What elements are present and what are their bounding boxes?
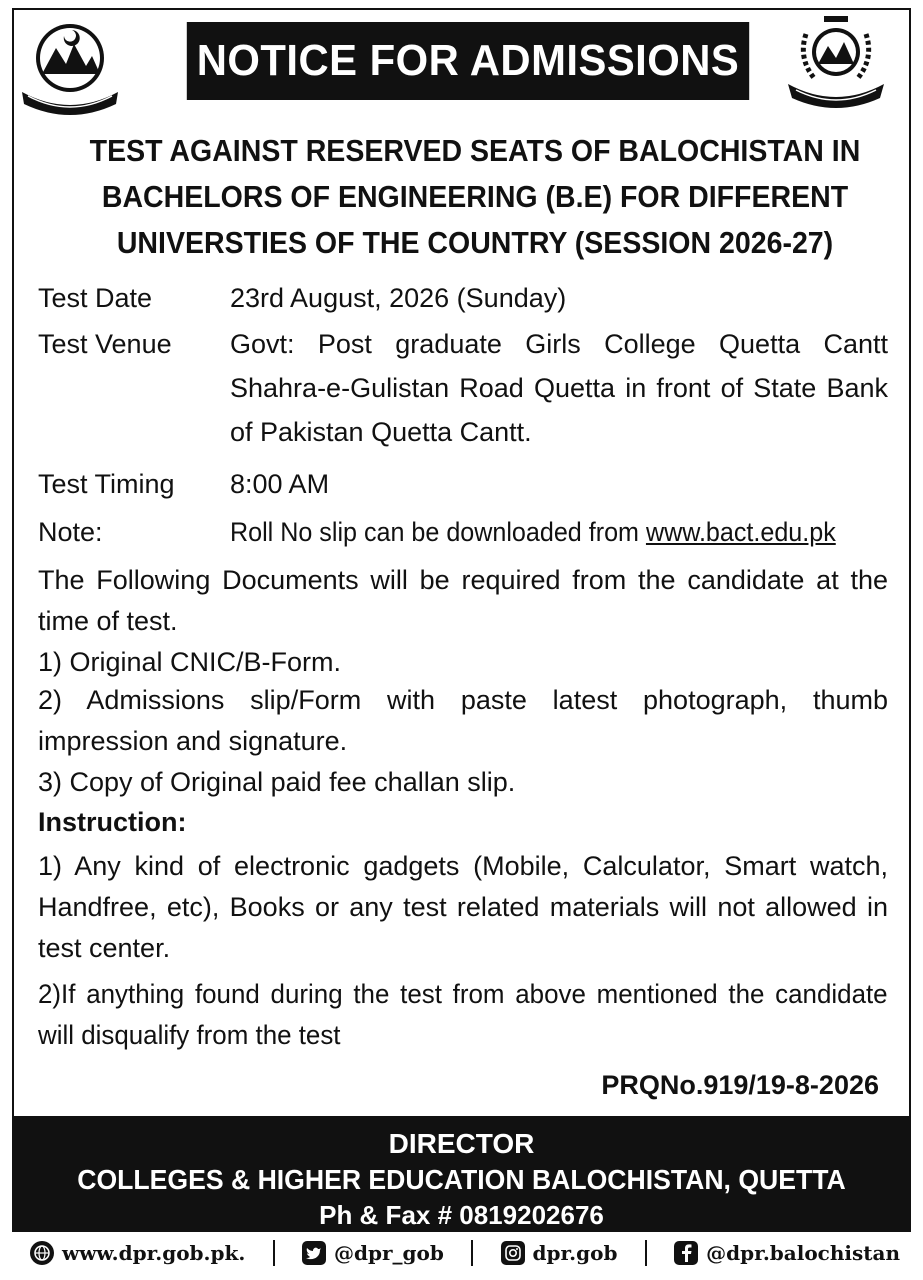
notice-subheading xyxy=(75,128,875,266)
test-venue-line-2: Shahra-e-Gulistan Road Quetta in front of State Bank xyxy=(230,373,888,403)
separator xyxy=(471,1240,473,1266)
note-text: Roll No slip can be downloaded from xyxy=(230,517,646,547)
instruction-item-1: 1) Any kind of electronic gadgets (Mobile, Calculator, Smart watch, Handfree, etc), Books or any test related materials will not allowed in test center. xyxy=(38,851,888,963)
test-timing-label: Test Timing xyxy=(38,469,175,499)
facebook-handle: @dpr.balochistan xyxy=(706,1241,900,1265)
social-bar xyxy=(30,1234,900,1272)
documents-intro: The Following Documents will be required from the candidate at the time of test. xyxy=(38,565,888,636)
subheading-line-1: TEST AGAINST RESERVED SEATS OF BALOCHISTAN IN xyxy=(89,133,861,168)
footer-block xyxy=(12,1116,911,1232)
facebook-icon xyxy=(674,1241,698,1265)
twitter-handle: @dpr_gob xyxy=(334,1241,444,1265)
instagram-handle: dpr.gob xyxy=(532,1241,618,1265)
instagram-icon xyxy=(501,1241,525,1265)
test-date-label: Test Date xyxy=(38,283,153,313)
instruction-item-2: 2)If anything found during the test from above mentioned the candidate will disqualify from the test xyxy=(38,979,888,1050)
footer-department: COLLEGES & HIGHER EDUCATION BALOCHISTAN, QUETTA xyxy=(77,1164,846,1195)
test-venue-line-3: of Pakistan Quetta Cantt. xyxy=(230,417,532,447)
globe-icon xyxy=(30,1241,54,1265)
college-emblem-right xyxy=(784,14,888,118)
footer-phone-fax: Ph & Fax # 0819202676 xyxy=(319,1200,604,1230)
twitter-icon xyxy=(302,1241,326,1265)
balochistan-emblem-left xyxy=(18,14,122,118)
instruction-heading: Instruction: xyxy=(38,807,187,837)
document-item-3: 3) Copy of Original paid fee challan slip. xyxy=(38,767,516,797)
document-item-1: 1) Original CNIC/B-Form. xyxy=(38,647,342,677)
social-twitter[interactable] xyxy=(302,1241,444,1265)
test-venue-label: Test Venue xyxy=(38,329,172,359)
notice-title: NOTICE FOR ADMISSIONS xyxy=(187,22,749,100)
document-item-2: 2) Admissions slip/Form with paste latest photograph, thumb impression and signature. xyxy=(38,685,888,756)
footer-director: DIRECTOR xyxy=(388,1128,535,1159)
separator xyxy=(645,1240,647,1266)
test-venue-line-1: Govt: Post graduate Girls College Quetta Cantt xyxy=(230,329,888,359)
social-facebook[interactable] xyxy=(674,1241,900,1265)
note-value xyxy=(230,510,881,554)
roll-no-slip-link[interactable]: www.bact.edu.pk xyxy=(645,517,836,547)
website-text: www.dpr.gob.pk. xyxy=(62,1241,246,1265)
test-timing-value: 8:00 AM xyxy=(230,469,330,499)
note-label: Note: xyxy=(38,517,103,547)
subheading-line-2: BACHELORS OF ENGINEERING (B.E) FOR DIFFERENT xyxy=(101,179,849,214)
separator xyxy=(273,1240,275,1266)
subheading-line-3: UNIVERSTIES OF THE COUNTRY (SESSION 2026-27) xyxy=(116,225,834,260)
prq-reference: PRQNo.919/19-8-2026 xyxy=(601,1070,879,1100)
social-website[interactable] xyxy=(30,1241,245,1265)
test-date-value: 23rd August, 2026 (Sunday) xyxy=(230,283,567,313)
social-instagram[interactable] xyxy=(501,1241,618,1265)
